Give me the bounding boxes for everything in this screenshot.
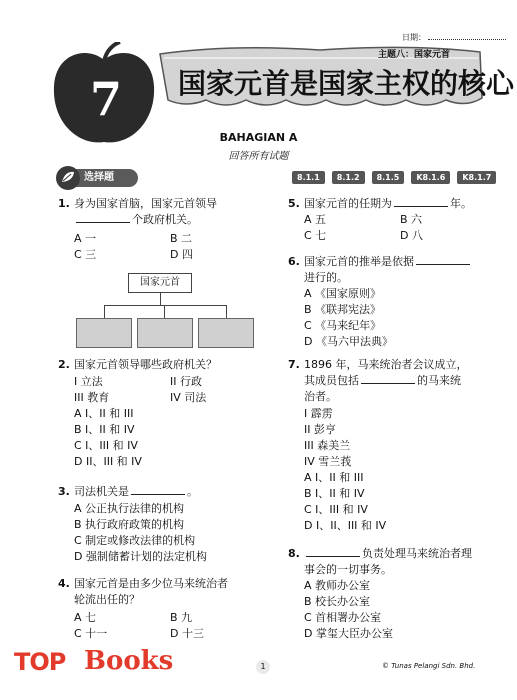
answer-blank <box>306 547 360 557</box>
option: A 一 <box>74 232 97 245</box>
question-number: 8. <box>288 547 300 560</box>
option: A I、II 和 III <box>74 407 134 420</box>
question-2 <box>58 357 217 373</box>
question-number: 3. <box>58 485 70 498</box>
question-7 <box>288 357 468 405</box>
question-number: 7. <box>288 358 300 371</box>
date-label: 日期： <box>402 33 426 42</box>
option: C 首相署办公室 <box>304 611 382 624</box>
question-text: 个政府机关。 <box>132 213 198 226</box>
statement: I 立法 <box>74 375 103 388</box>
skill-code: K8.1.6 <box>411 171 450 184</box>
option: B 二 <box>170 232 193 245</box>
question-text: 的马来统 <box>417 374 461 387</box>
diagram-connector <box>160 293 161 305</box>
question-number: 5. <box>288 197 300 210</box>
question-text: 事会的一切事务。 <box>304 563 392 576</box>
topic-label: 主题八：国家元首 <box>378 50 451 60</box>
question-4 <box>58 576 228 608</box>
answer-blank <box>394 197 448 207</box>
diagram-connector <box>104 305 226 306</box>
question-3 <box>58 484 198 500</box>
question-text: 进行的。 <box>304 271 348 284</box>
page-title: 国家元首是国家主权的核心 <box>178 67 515 100</box>
statement: I 霹雳 <box>304 407 333 420</box>
option: B 执行政府政策的机构 <box>74 518 185 531</box>
statement: IV 司法 <box>170 391 207 404</box>
diagram-empty-box <box>137 318 193 348</box>
date-field <box>402 32 506 43</box>
question-5 <box>288 196 472 212</box>
section-tag-label: 选择题 <box>84 172 114 183</box>
diagram-root-box: 国家元首 <box>128 273 192 293</box>
question-text: 其成员包括 <box>304 374 359 387</box>
question-text: 。 <box>187 485 198 498</box>
leaf-icon <box>55 165 81 191</box>
question-text: 年。 <box>450 197 472 210</box>
option: A 《国家原则》 <box>304 287 382 300</box>
chapter-number: 7 <box>90 72 123 126</box>
option: B 六 <box>400 213 423 226</box>
skill-code: 8.1.2 <box>332 171 365 184</box>
date-line <box>428 39 506 40</box>
option: D II、III 和 IV <box>74 455 142 468</box>
diagram-empty-box <box>198 318 254 348</box>
option: C I、III 和 IV <box>304 503 368 516</box>
question-text: 国家元首领导哪些政府机关？ <box>74 358 217 371</box>
option: B 校长办公室 <box>304 595 371 608</box>
option: B 九 <box>170 611 193 624</box>
option: C 三 <box>74 248 97 261</box>
skill-code: 8.1.5 <box>372 171 405 184</box>
skill-codes <box>292 171 496 184</box>
option: D 八 <box>400 229 423 242</box>
option: A 教师办公室 <box>304 579 371 592</box>
option: B I、II 和 IV <box>74 423 135 436</box>
option: B 《联邦宪法》 <box>304 303 382 316</box>
section-part: BAHAGIAN A <box>219 131 298 144</box>
question-1 <box>58 196 217 228</box>
logo-books-text: Books <box>84 646 174 676</box>
answer-blank <box>361 374 415 384</box>
option: D 强制储蓄计划的法定机构 <box>74 550 207 563</box>
diagram-connector <box>226 305 227 318</box>
question-number: 2. <box>58 358 70 371</box>
statement: IV 雪兰莪 <box>304 455 352 468</box>
question-number: 6. <box>288 255 300 268</box>
answer-blank <box>131 485 185 495</box>
option: D I、II、III 和 IV <box>304 519 387 532</box>
answer-blank <box>416 255 470 265</box>
question-text: 国家元首是由多少位马来统治者 <box>74 577 228 590</box>
option: A 公正执行法律的机构 <box>74 502 185 515</box>
option: C 制定或修改法律的机构 <box>74 534 196 547</box>
page-number: 1 <box>256 660 270 674</box>
question-number: 1. <box>58 197 70 210</box>
section-instruction: 回答所有试题 <box>228 151 289 162</box>
skill-code: K8.1.7 <box>457 171 496 184</box>
logo-top-text: TOP <box>14 648 66 676</box>
diagram-connector <box>164 305 165 318</box>
question-text: 1896 年，马来统治者会议成立， <box>304 358 468 371</box>
statement: II 彭亨 <box>304 423 336 436</box>
question-text: 身为国家首脑，国家元首领导 <box>74 197 217 210</box>
option: A 五 <box>304 213 327 226</box>
option: C 十一 <box>74 627 108 640</box>
question-text: 治者。 <box>304 390 337 403</box>
option: C 《马来纪年》 <box>304 319 382 332</box>
diagram-connector <box>104 305 105 318</box>
statement: III 森美兰 <box>304 439 351 452</box>
statement: III 教育 <box>74 391 110 404</box>
question-text: 轮流出任的？ <box>74 593 140 606</box>
question-8 <box>288 546 472 578</box>
option: D 十三 <box>170 627 204 640</box>
skill-code: 8.1.1 <box>292 171 325 184</box>
copyright: © Tunas Pelangi Sdn. Bhd. <box>382 662 476 670</box>
question-text: 国家元首的任期为 <box>304 197 392 210</box>
option: A I、II 和 III <box>304 471 364 484</box>
option: D 四 <box>170 248 193 261</box>
question-text: 负责处理马来统治者理 <box>362 547 472 560</box>
option: D 掌玺大臣办公室 <box>304 627 393 640</box>
question-6 <box>288 254 472 286</box>
question-text: 国家元首的推举是依据 <box>304 255 414 268</box>
option: C I、III 和 IV <box>74 439 138 452</box>
statement: II 行政 <box>170 375 202 388</box>
question-text: 司法机关是 <box>74 485 129 498</box>
answer-blank <box>76 213 130 223</box>
option: C 七 <box>304 229 327 242</box>
diagram-empty-box <box>76 318 132 348</box>
option: A 七 <box>74 611 97 624</box>
question-number: 4. <box>58 577 70 590</box>
option: B I、II 和 IV <box>304 487 365 500</box>
option: D 《马六甲法典》 <box>304 335 393 348</box>
